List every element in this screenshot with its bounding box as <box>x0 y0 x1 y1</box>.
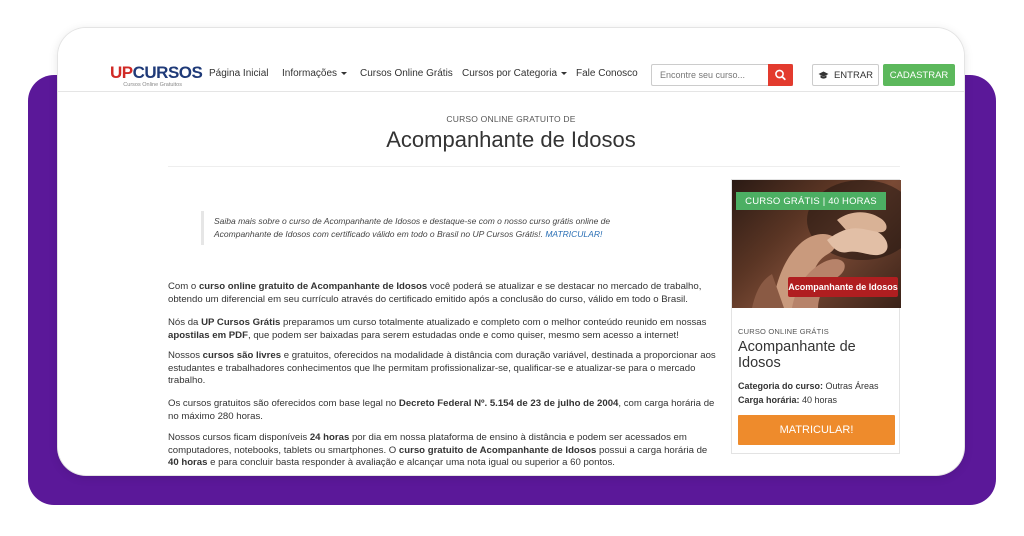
paragraph-3 <box>168 350 718 388</box>
nav-free-courses[interactable]: Cursos Online Grátis <box>360 68 453 79</box>
logo-tagline: Cursos Online Gratuitos <box>123 82 182 88</box>
bold-text-run: Decreto Federal Nº. 5.154 de 23 de julho de 2004 <box>398 398 619 409</box>
intro-enroll-link[interactable]: MATRICULAR! <box>545 229 603 239</box>
category-label: Categoria do curso: <box>738 381 824 391</box>
text-run: e para concluir basta responder à avaliação e alcançar uma nota igual ou superior a 60 pontos. <box>207 457 615 468</box>
nav-by-category[interactable] <box>462 68 567 79</box>
nav-home[interactable]: Página Inicial <box>209 68 269 79</box>
card-hours <box>738 395 837 405</box>
bold-text-run: 24 horas <box>309 432 350 443</box>
text-run: preparamos um curso totalmente atualizado e completo com o melhor conteúdo reunido em nossas <box>280 317 707 328</box>
bold-text-run: curso online gratuito de Acompanhante de Idosos <box>198 281 428 292</box>
text-run: Nós da <box>168 317 202 328</box>
text-run: , que podem ser baixadas para serem estudadas onde e como quiser, mesmo sem acesso a internet! <box>247 329 679 341</box>
paragraph-2 <box>168 317 718 342</box>
hours-label: Carga horária: <box>738 395 800 405</box>
course-badge: CURSO GRÁTIS | 40 HORAS <box>736 192 886 210</box>
nav-contact[interactable]: Fale Conosco <box>576 68 638 79</box>
intro-blockquote <box>201 211 678 245</box>
page-kicker: CURSO ONLINE GRATUITO DE <box>446 114 576 124</box>
text-run: e gratuitos, oferecidos na modalidade à distância com duração variável, destinada a proporcionar aos estudantes e trabalhadores conhecimentos que lhe permitam profissionalizar-se, qualificar-se e atualizar-se para o mercado trabalho. <box>168 350 716 386</box>
text-run: , com carga horária de no máximo 280 horas. <box>168 398 715 422</box>
graduation-cap-icon <box>818 71 829 80</box>
nav-by-category-label: Cursos por Categoria <box>462 68 558 79</box>
text-run: Nossos cursos ficam disponíveis <box>168 432 310 443</box>
search-icon <box>768 64 793 86</box>
intro-text: Saiba mais sobre o curso de Acompanhante de Idosos e destaque-se com o nosso curso grátis online de Acompanhante de Idosos com certificado válido em todo o Brasil no UP Cursos Grátis!. <box>214 216 611 239</box>
nav-info[interactable] <box>282 68 347 79</box>
search-button[interactable] <box>768 64 793 86</box>
browser-window <box>58 28 964 475</box>
text-run: Os cursos gratuitos são oferecidos com base legal no <box>168 398 399 409</box>
image-caption: Acompanhante de Idosos <box>788 277 898 297</box>
signup-button[interactable]: CADASTRAR <box>883 64 955 86</box>
title-divider <box>168 166 900 167</box>
card-category <box>738 381 879 391</box>
paragraph-1 <box>168 281 718 306</box>
bold-text-run: 40 horas <box>168 457 208 468</box>
chevron-down-icon <box>341 72 347 75</box>
text-run: possui a carga horária de <box>596 444 708 456</box>
paragraph-4 <box>168 398 718 423</box>
chevron-down-icon <box>561 72 567 75</box>
category-value: Outras Áreas <box>823 381 879 391</box>
logo-up-text: UP <box>110 63 133 82</box>
enroll-button[interactable]: MATRICULAR! <box>738 415 895 445</box>
bold-text-run: cursos são livres <box>202 350 282 361</box>
search-input[interactable]: Encontre seu curso... <box>651 64 793 86</box>
hours-value: 40 horas <box>799 395 838 405</box>
text-run: Com o <box>168 281 199 292</box>
text-run: você poderá se atualizar e se destacar no mercado de trabalho, obtendo um diferencial em seu currículo através do certificado emitido após a conclusão do curso, válido em todo o Brasil. <box>168 281 702 305</box>
page-title: Acompanhante de Idosos <box>386 127 636 152</box>
nav-info-label: Informações <box>282 68 338 79</box>
bold-text-run: UP Cursos Grátis <box>201 317 281 328</box>
bold-text-run: apostilas em PDF <box>168 329 248 341</box>
login-button[interactable] <box>812 64 879 86</box>
paragraph-5 <box>168 432 718 470</box>
text-run: Nossos <box>168 350 203 361</box>
text-run: por dia em nossa plataforma de ensino à distância e podem ser acessados em computadores, notebooks, tablets ou smartphones. O <box>168 432 687 456</box>
site-logo[interactable] <box>110 63 203 88</box>
site-header <box>58 28 964 92</box>
bold-text-run: curso gratuito de Acompanhante de Idosos <box>398 444 597 456</box>
course-card <box>731 179 900 454</box>
logo-cursos-text: CURSOS <box>132 63 203 82</box>
card-title: Acompanhante de Idosos <box>738 339 856 371</box>
course-image <box>732 180 901 308</box>
card-kicker: CURSO ONLINE GRÁTIS <box>738 327 829 336</box>
login-label: ENTRAR <box>833 69 874 81</box>
